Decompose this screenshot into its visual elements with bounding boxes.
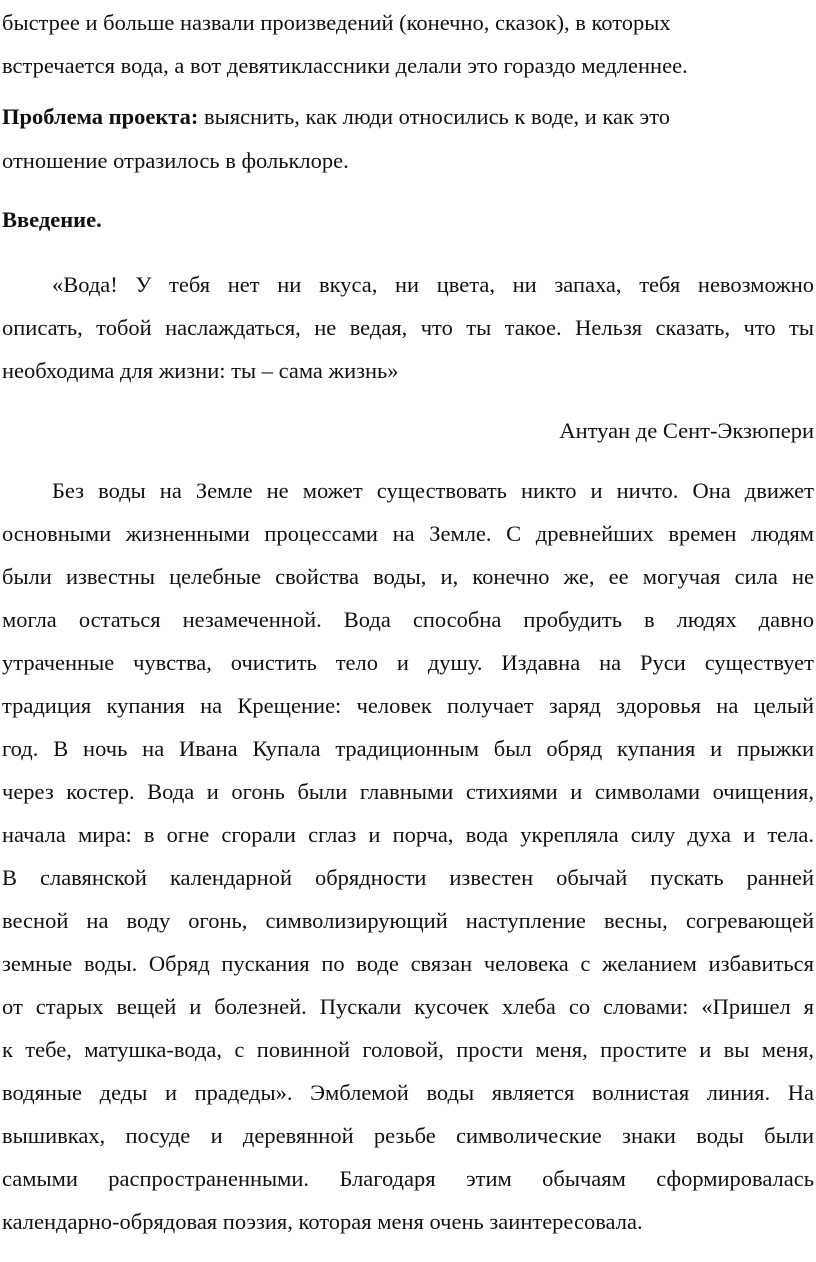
body-line: утраченные чувства, очистить тело и душу. Издавна на Руси существует	[2, 650, 814, 675]
body-line: традиция купания на Крещение: человек получает заряд здоровья на целый	[2, 693, 814, 718]
body-line: основными жизненными процессами на Земле. С древнейших времен людям	[2, 521, 814, 546]
intro-line-2: встречается вода, а вот девятиклассники делали это гораздо медленнее.	[2, 53, 688, 78]
body-line: календарно-обрядовая поэзия, которая меня очень заинтересовала.	[2, 1209, 643, 1234]
body-line: В славянской календарной обрядности известен обычай пускать ранней	[2, 865, 814, 890]
epigraph-line-3: необходима для жизни: ты – сама жизнь»	[2, 358, 399, 383]
problem-line-2: отношение отразилось в фольклоре.	[2, 148, 349, 173]
body-line: были известны целебные свойства воды, и, конечно же, ее могучая сила не	[2, 564, 814, 589]
body-line: начала мира: в огне сгорали сглаз и порча, вода укрепляла силу духа и тела.	[2, 822, 814, 847]
body-line: весной на воду огонь, символизирующий наступление весны, согревающей	[2, 908, 814, 933]
epigraph-line-2: описать, тобой наслаждаться, не ведая, что ты такое. Нельзя сказать, что ты	[2, 315, 814, 340]
problem-line-1	[2, 95, 670, 138]
body-line: от старых вещей и болезней. Пускали кусочек хлеба со словами: «Пришел я	[2, 994, 814, 1019]
body-line: водяные деды и прадеды». Эмблемой воды является волнистая линия. На	[2, 1080, 814, 1105]
intro-line-1: быстрее и больше назвали произведений (конечно, сказок), в которых	[2, 10, 671, 35]
problem-label: Проблема проекта:	[2, 104, 199, 129]
body-line: к тебе, матушка-вода, с повинной головой, прости меня, простите и вы меня,	[2, 1037, 814, 1062]
epigraph-line-1: «Вода! У тебя нет ни вкуса, ни цвета, ни запаха, тебя невозможно	[52, 272, 814, 297]
body-line: вышивках, посуде и деревянной резьбе символические знаки воды были	[2, 1123, 814, 1148]
body-line: земные воды. Обряд пускания по воде связан человека с желанием избавиться	[2, 951, 814, 976]
body-line: могла остаться незамеченной. Вода способна пробудить в людях давно	[2, 607, 814, 632]
body-line: самыми распространенными. Благодаря этим обычаям сформировалась	[2, 1166, 814, 1191]
problem-text-1: выяснить, как люди относились к воде, и как это	[198, 104, 670, 129]
body-line: через костер. Вода и огонь были главными стихиями и символами очищения,	[2, 779, 814, 804]
body-line: год. В ночь на Ивана Купала традиционным был обряд купания и прыжки	[2, 736, 814, 761]
epigraph-author: Антуан де Сент-Экзюпери	[559, 418, 814, 443]
section-heading-introduction: Введение.	[2, 207, 102, 232]
body-line: Без воды на Земле не может существовать никто и ничто. Она движет	[52, 478, 814, 503]
